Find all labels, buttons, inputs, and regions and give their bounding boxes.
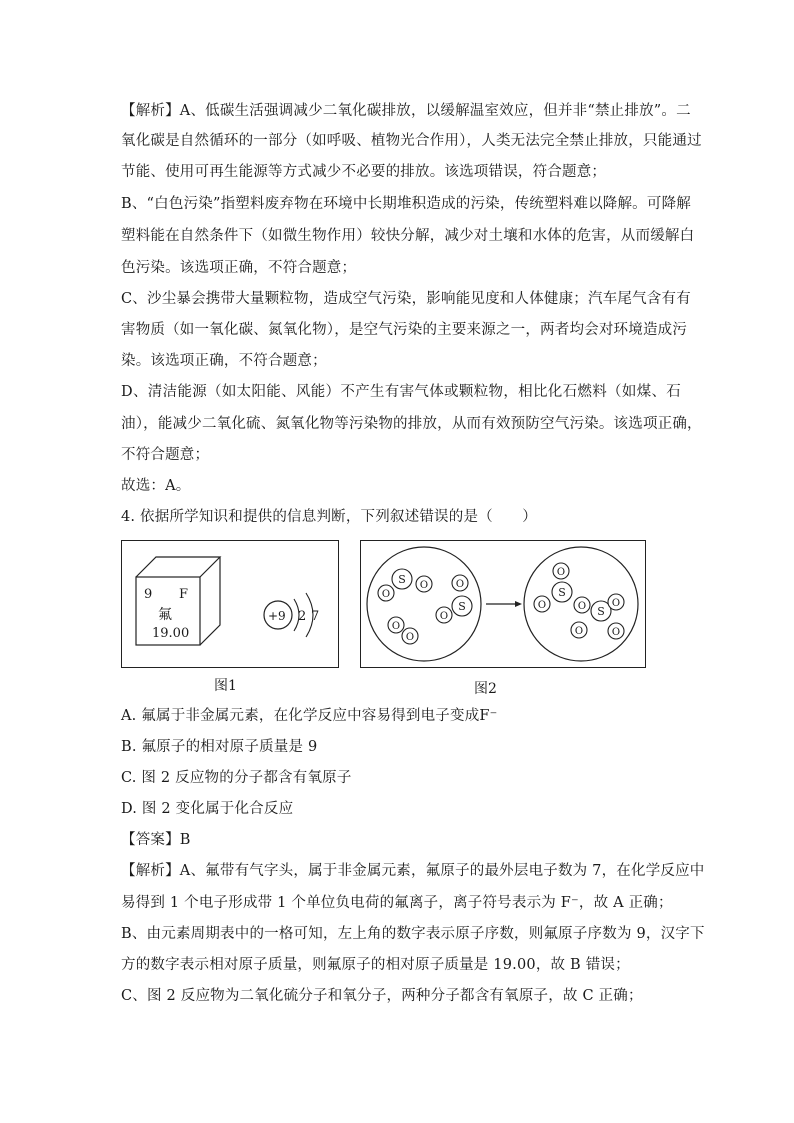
oxygen-atom-label: O: [556, 567, 566, 578]
text-line: B、“白色污染”指塑料废弃物在环境中长期堆积造成的污染，传统塑料难以降解。可降解: [121, 196, 691, 212]
text-line: 【解析】A、低碳生活强调减少二氧化碳排放，以缓解温室效应，但并非“禁止排放”。二: [121, 103, 691, 119]
oxygen-atom-label: O: [381, 589, 391, 600]
oxygen-atom-label: O: [439, 611, 449, 622]
text-line: 害物质（如一氧化碳、氮氧化物），是空气污染的主要来源之一，两者均会对环境造成污: [121, 322, 688, 338]
figure-2: [360, 540, 646, 668]
oxygen-atom-label: O: [611, 598, 621, 609]
oxygen-atom-label: O: [537, 600, 547, 611]
option-c: C. 图 2 反应物的分子都含有氧原子: [121, 770, 352, 786]
analysis-line: C、图 2 反应物为二氧化硫分子和氧分子，两种分子都含有氧原子，故 C 正确；: [121, 988, 643, 1004]
option-b: B. 氟原子的相对原子质量是 9: [121, 739, 318, 755]
element-number: 9: [144, 587, 153, 602]
fluorine-diagram: [122, 541, 337, 666]
oxygen-atom-label: O: [455, 579, 465, 590]
text-line: 故选：A。: [121, 478, 191, 494]
oxygen-atom-label: O: [391, 621, 401, 632]
analysis-line: 【解析】A、氟带有气字头，属于非金属元素，氟原子的最外层电子数为 7，在化学反应中: [121, 863, 705, 879]
option-a: A. 氟属于非金属元素，在化学反应中容易得到电子变成F⁻: [121, 708, 498, 724]
text-line: 色污染。该选项正确，不符合题意；: [121, 260, 357, 276]
oxygen-atom-label: O: [405, 632, 415, 643]
text-line: 氧化碳是自然循环的一部分（如呼吸、植物光合作用），人类无法完全禁止排放，只能通过: [121, 133, 702, 149]
atomic-mass: 19.00: [152, 626, 190, 641]
sulfur-atom-label: S: [458, 600, 466, 613]
sulfur-atom-label: S: [558, 586, 566, 599]
figure-2-caption: 图2: [474, 681, 497, 697]
element-name: 氟: [158, 607, 172, 623]
option-d: D. 图 2 变化属于化合反应: [121, 801, 294, 817]
text-line: 塑料能在自然条件下（如微生物作用）较快分解，减少对土壤和水体的危害，从而缓解白: [121, 228, 695, 244]
figure-1-caption: 图1: [214, 678, 237, 694]
reaction-diagram: [361, 541, 644, 666]
oxygen-atom-label: O: [419, 580, 429, 591]
text-line: D、清洁能源（如太阳能、风能）不产生有害气体或颗粒物，相比化石燃料（如煤、石: [121, 384, 681, 400]
oxygen-atom-label: O: [577, 601, 587, 612]
oxygen-atom-label: O: [574, 626, 584, 637]
arrow-head-icon: [515, 601, 522, 607]
text-line: C、沙尘暴会携带大量颗粒物，造成空气污染，影响能见度和人体健康；汽车尾气含有有: [121, 291, 691, 307]
question-stem: 4. 依据所学知识和提供的信息判断，下列叙述错误的是（ ）: [121, 509, 537, 525]
sulfur-atom-label: S: [398, 573, 406, 586]
shell-2-electrons: 7: [311, 609, 320, 624]
analysis-line: 方的数字表示相对原子质量，则氟原子的相对原子质量是 19.00，故 B 错误；: [121, 957, 630, 973]
text-line: 染。该选项正确，不符合题意；: [121, 353, 327, 369]
element-symbol: F: [179, 587, 189, 602]
analysis-line: B、由元素周期表中的一格可知，左上角的数字表示原子序数，则氟原子序数为 9，汉字下: [121, 926, 705, 942]
text-line: 节能、使用可再生能源等方式减少不必要的排放。该选项错误，符合题意；: [121, 164, 607, 180]
figure-1: [121, 540, 339, 668]
oxygen-atom-label: O: [611, 627, 621, 638]
answer-line: 【答案】B: [121, 832, 191, 848]
nucleus-charge: +9: [268, 609, 286, 623]
shell-1-electrons: 2: [298, 609, 307, 624]
sulfur-atom-label: S: [597, 605, 605, 618]
text-line: 油），能减少二氧化硫、氮氧化物等污染物的排放，从而有效预防空气污染。该选项正确，: [121, 416, 702, 432]
analysis-line: 易得到 1 个电子形成带 1 个单位负电荷的氟离子，离子符号表示为 F⁻，故 A 正确；: [121, 895, 673, 911]
text-line: 不符合题意；: [121, 447, 210, 463]
